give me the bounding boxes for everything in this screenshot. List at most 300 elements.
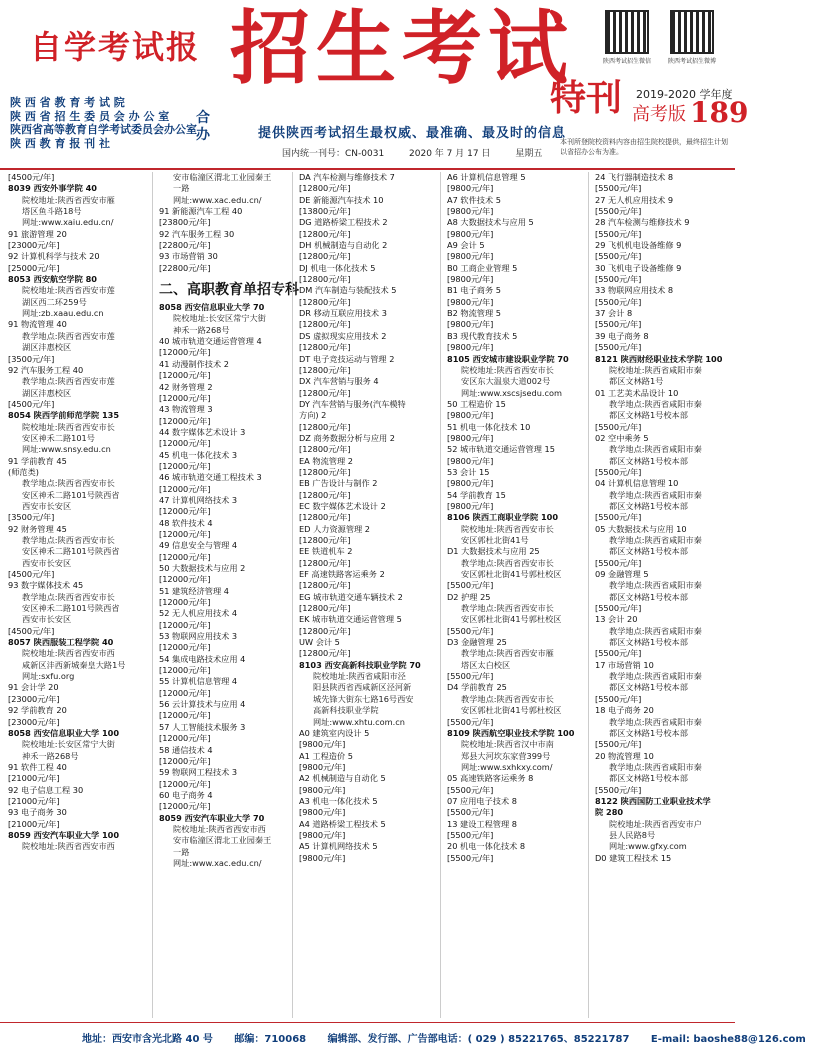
program-line: B2 物流管理 5 <box>447 308 501 319</box>
info-line: 院校地址:陕西省西安市莲 <box>22 285 115 296</box>
program-line: [5500元/年] <box>595 421 642 432</box>
info-line: 咸新区沣西新城秦皇大路1号 <box>22 659 126 670</box>
column-3 <box>292 172 438 1018</box>
program-line: [12800元/年] <box>299 444 351 455</box>
program-line: 59 物联网工程技术 3 <box>159 767 238 778</box>
program-line: A5 计算机网络技术 5 <box>299 841 378 852</box>
info-line: 院校地址:陕西省西安市长 <box>461 523 554 534</box>
program-line: [12800元/年] <box>299 580 351 591</box>
program-line: [21000元/年] <box>8 773 60 784</box>
program-line: A2 机械制造与自动化 5 <box>299 773 386 784</box>
wechat-qr-icon <box>605 10 649 54</box>
column-5 <box>588 172 733 1018</box>
program-line: 44 数字媒体艺术设计 3 <box>159 426 246 437</box>
program-line: 91 物流管理 40 <box>8 319 67 330</box>
program-line: 40 城市轨道交通运营管理 4 <box>159 336 262 347</box>
program-line: 20 物流管理 10 <box>595 750 654 761</box>
program-line: [9800元/年] <box>447 274 494 285</box>
info-line: 安区郭杜北街41号 <box>461 535 529 545</box>
program-line: A6 计算机信息管理 5 <box>447 172 526 182</box>
program-line: EG 城市轨道交通车辆技术 2 <box>299 591 403 602</box>
qr-caption-wechat: 陕西考试招生微信 <box>602 58 651 65</box>
program-line: [12000元/年] <box>159 665 211 676</box>
info-line: 安区神禾二路101号陕西省 <box>22 489 120 500</box>
program-line: 91 新能源汽车工程 40 <box>159 206 243 217</box>
program-line: 24 飞行器制造技术 8 <box>595 172 674 182</box>
program-line: B0 工商企业管理 5 <box>447 262 518 273</box>
info-line: 网址:www.snsy.edu.cn <box>22 444 111 455</box>
info-line: 安区郭杜北街41号郭杜校区 <box>461 569 562 580</box>
program-line: DA 汽车检测与维修技术 7 <box>299 172 395 182</box>
info-line: 网址:www.xscsjsedu.com <box>461 387 563 398</box>
info-line: 教学地点:陕西省咸阳市秦 <box>609 535 702 545</box>
program-line: [5500元/年] <box>595 274 642 285</box>
program-line: [9800元/年] <box>299 761 346 772</box>
program-line: [12000元/年] <box>159 687 211 698</box>
program-line: [12000元/年] <box>159 710 211 721</box>
university-heading: 8054 陕西学前师范学院 135 <box>8 410 120 421</box>
footer-postcode: 邮编：710068 <box>234 1034 307 1045</box>
program-line: [21000元/年] <box>8 818 60 829</box>
masthead <box>0 0 749 170</box>
section-heading: 二、高职教育单招专科 <box>159 282 299 299</box>
info-line: 教学地点:陕西省西安市莲 <box>22 330 115 341</box>
program-line: D4 学前教育 25 <box>447 682 507 693</box>
info-line: 安区神禾二路101号陕西省 <box>22 546 120 557</box>
special-issue-label: 特刊 <box>550 77 623 119</box>
program-line: [4500元/年] <box>8 398 55 409</box>
program-line: [3500元/年] <box>8 353 55 364</box>
program-line: [12000元/年] <box>159 415 211 426</box>
program-line: [12800元/年] <box>299 648 351 659</box>
program-line: 30 飞机电子设备维修 9 <box>595 262 682 273</box>
program-line: 29 飞机机电设备维修 9 <box>595 240 682 251</box>
program-line: [9800元/年] <box>447 319 494 330</box>
info-line: 院校地址:陕西省西安市西 <box>173 823 266 834</box>
program-line: DY 汽车营销与服务(汽车模特 <box>299 398 406 409</box>
university-heading: 8121 陕西财经职业技术学院 100 <box>595 353 723 364</box>
program-line: [23800元/年] <box>159 217 211 228</box>
program-line: 20 机电一体化技术 8 <box>447 841 526 852</box>
program-line: (师范类) <box>8 466 39 477</box>
program-line: 02 空中乘务 5 <box>595 432 649 443</box>
info-line: 网址:zb.xaau.edu.cn <box>22 308 104 319</box>
program-line: [5500元/年] <box>595 183 642 194</box>
program-line: [5500元/年] <box>595 739 642 750</box>
program-line: [5500元/年] <box>447 716 494 727</box>
program-line: 91 学前教育 45 <box>8 455 67 466</box>
university-heading: 8122 陕西国防工业职业技术学 <box>595 795 711 806</box>
organizer-item: 陕 西 省 教 育 考 试 院 <box>10 96 125 109</box>
slogan: 提供陕西考试招生最权威、最准确、最及时的信息 <box>258 126 567 141</box>
university-heading: 8059 西安汽车职业大学 100 <box>8 829 120 840</box>
program-line: UW 会计 5 <box>299 637 340 648</box>
program-line: [9800元/年] <box>447 228 494 239</box>
program-line: D1 大数据技术与应用 25 <box>447 546 540 557</box>
info-line: 网址:www.xac.edu.cn/ <box>173 194 262 205</box>
program-line: [12800元/年] <box>299 296 351 307</box>
program-line: 54 学前教育 15 <box>447 489 506 500</box>
program-line: 49 信息安全与管理 4 <box>159 540 238 551</box>
organizer-list <box>10 96 195 150</box>
program-line: [5500元/年] <box>447 625 494 636</box>
program-line: DH 机械制造与自动化 2 <box>299 240 388 251</box>
program-line: [12800元/年] <box>299 557 351 568</box>
program-line: [22800元/年] <box>159 240 211 251</box>
program-line: [3500元/年] <box>8 512 55 523</box>
info-line: 安区神禾二路101号陕西省 <box>22 603 120 614</box>
program-line: [9800元/年] <box>447 432 494 443</box>
program-line: 方向) 2 <box>299 410 327 421</box>
program-line: [9800元/年] <box>299 852 346 863</box>
program-line: DJ 机电一体化技术 5 <box>299 262 376 273</box>
program-line: [9800元/年] <box>447 500 494 511</box>
university-heading: 8109 陕西航空职业技术学院 100 <box>447 727 575 738</box>
info-line: 阳县陕西省西咸新区泾河新 <box>313 682 412 693</box>
info-line: 院校地址:长安区常宁大街 <box>22 739 115 750</box>
program-line: 01 工艺美术品设计 10 <box>595 387 679 398</box>
info-line: 郑县大河坎东家营399号 <box>461 750 551 761</box>
program-line: [12000元/年] <box>159 460 211 471</box>
program-line: 93 市场营销 30 <box>159 251 218 262</box>
program-line: [12000元/年] <box>159 597 211 608</box>
info-line: 都区文林路1号校本部 <box>609 727 688 738</box>
program-line: [5500元/年] <box>595 512 642 523</box>
university-heading: 8057 陕西服装工程学院 40 <box>8 637 114 648</box>
program-line: [12000元/年] <box>159 392 211 403</box>
info-line: 湖区西二环259号 <box>22 296 87 307</box>
info-line: 湖区沣惠校区 <box>22 387 72 398</box>
info-line: 安市临潼区渭北工业园秦王 <box>173 172 272 182</box>
info-line: 院校地址:陕西省咸阳市泾 <box>313 671 406 682</box>
program-line: A9 会计 5 <box>447 240 485 251</box>
program-line: [12800元/年] <box>299 251 351 262</box>
program-line: B1 电子商务 5 <box>447 285 501 296</box>
info-line: 安区东大温泉大道002号 <box>461 376 551 387</box>
info-line: 西安市长安区 <box>22 557 72 568</box>
program-line: [12800元/年] <box>299 319 351 330</box>
program-line: 13 会计 20 <box>595 614 638 625</box>
issue-date: 2020 年 7 月 17 日 <box>409 149 491 159</box>
program-line: [12800元/年] <box>299 228 351 239</box>
program-line: [12800元/年] <box>299 342 351 353</box>
program-line: [25000元/年] <box>8 262 60 273</box>
program-line: 04 计算机信息管理 10 <box>595 478 679 489</box>
program-line: [9800元/年] <box>447 410 494 421</box>
program-line: 51 建筑经济管理 4 <box>159 585 229 596</box>
program-line: 45 机电一体化技术 3 <box>159 449 238 460</box>
info-line: 网址:www.gfxy.com <box>609 841 687 852</box>
program-line: 92 汽车服务工程 40 <box>8 364 84 375</box>
info-line: 教学地点:陕西省西安市长 <box>461 557 554 568</box>
university-heading: 8105 西安城市建设职业学院 70 <box>447 353 569 364</box>
organizer-item: 陕 西 教 育 报 刊 社 <box>10 136 110 150</box>
info-line: 院校地址:陕西省西安市雁 <box>22 194 115 205</box>
program-line: [4500元/年] <box>8 625 55 636</box>
program-line: 05 高速铁路客运乘务 8 <box>447 773 534 784</box>
info-line: 教学地点:陕西省咸阳市秦 <box>609 444 702 455</box>
info-line: 教学地点:陕西省西安市长 <box>22 478 115 489</box>
program-line: 92 电子信息工程 30 <box>8 784 84 795</box>
program-line: 52 城市轨道交通运营管理 15 <box>447 444 555 455</box>
program-line: [5500元/年] <box>595 342 642 353</box>
program-line: [5500元/年] <box>595 319 642 330</box>
program-line: [12000元/年] <box>159 619 211 630</box>
info-line: 教学地点:陕西省西安市莲 <box>22 376 115 387</box>
program-line: [13800元/年] <box>299 206 351 217</box>
program-line: DZ 商务数据分析与应用 2 <box>299 432 396 443</box>
program-line: [9800元/年] <box>447 251 494 262</box>
info-line: 高新科技职业学院 <box>313 705 379 716</box>
program-line: [9800元/年] <box>447 342 494 353</box>
info-line: 院校地址:陕西省西安市长 <box>461 364 554 375</box>
program-line: [9800元/年] <box>299 807 346 818</box>
program-line: EB 广告设计与制作 2 <box>299 478 378 489</box>
program-line: 93 电子商务 30 <box>8 807 67 818</box>
column-2 <box>152 172 299 1018</box>
program-line: DT 电子竞技运动与管理 2 <box>299 353 395 364</box>
info-line: 城先锋大街东七路16号西安 <box>313 693 414 704</box>
info-line: 都区文林路1号校本部 <box>609 591 688 602</box>
university-heading: 8058 西安信息职业大学 70 <box>159 302 265 313</box>
program-line: 60 电子商务 4 <box>159 789 213 800</box>
info-line: 院校地址:陕西省西安市长 <box>22 421 115 432</box>
program-line: [9800元/年] <box>447 455 494 466</box>
program-line: 27 无人机应用技术 9 <box>595 194 674 205</box>
program-line: [9800元/年] <box>447 183 494 194</box>
info-line: 教学地点:陕西省咸阳市秦 <box>609 398 702 409</box>
program-line: [12800元/年] <box>299 535 351 545</box>
university-heading: 8058 西安信息职业大学 100 <box>8 727 120 738</box>
info-line: 院校地址:陕西省西安市西 <box>22 841 115 852</box>
issue-weekday: 星期五 <box>515 149 543 159</box>
info-line: 教学地点:陕西省西安市长 <box>22 535 115 545</box>
info-line: 网址:www.xhtu.com.cn <box>313 716 405 727</box>
program-line: 28 汽车检测与维修技术 9 <box>595 217 690 228</box>
program-line: [23000元/年] <box>8 240 60 251</box>
program-line: 09 金融管理 5 <box>595 569 649 580</box>
listing-content <box>0 172 735 1018</box>
program-line: [12000元/年] <box>159 801 211 812</box>
program-line: A1 工程造价 5 <box>299 750 353 761</box>
university-heading: 8059 西安汽车职业大学 70 <box>159 812 265 823</box>
program-line: 18 电子商务 20 <box>595 705 654 716</box>
program-line: DE 新能源汽车技术 10 <box>299 194 384 205</box>
program-line: [5500元/年] <box>447 784 494 795</box>
info-line: 神禾一路268号 <box>22 750 79 761</box>
program-line: D0 建筑工程技术 15 <box>595 852 672 863</box>
program-line: 48 软件技术 4 <box>159 517 213 528</box>
program-line: ED 人力资源管理 2 <box>299 523 371 534</box>
footer-address: 地址：西安市含光北路 40 号 <box>82 1034 213 1045</box>
info-line: 一路 <box>173 846 190 857</box>
info-line: 网址:sxfu.org <box>22 671 75 682</box>
program-line: [9800元/年] <box>299 739 346 750</box>
program-line: [12000元/年] <box>159 528 211 539</box>
program-line: [12000元/年] <box>159 574 211 585</box>
program-line: 17 市场营销 10 <box>595 659 654 670</box>
brand-big-title: 招生考试 <box>230 1 574 95</box>
program-line: 42 财务管理 2 <box>159 381 213 392</box>
program-line: [12800元/年] <box>299 274 351 285</box>
info-line: 网址:www.xaiu.edu.cn/ <box>22 217 114 228</box>
info-line: 教学地点:陕西省咸阳市秦 <box>609 671 702 682</box>
program-line: 47 计算机网络技术 3 <box>159 494 238 505</box>
program-line: [5500元/年] <box>595 466 642 477</box>
info-line: 教学地点:陕西省咸阳市秦 <box>609 489 702 500</box>
program-line: [12000元/年] <box>159 755 211 766</box>
info-line: 安区神禾二路101号 <box>22 432 95 443</box>
program-line: A8 大数据技术与应用 5 <box>447 217 534 228</box>
info-line: 安区郭杜北街41号郭杜校区 <box>461 705 562 716</box>
info-line: 都区文林路1号校本部 <box>609 773 688 784</box>
program-line: DG 道路桥梁工程技术 2 <box>299 217 388 228</box>
program-line: 41 动漫制作技术 2 <box>159 358 229 369</box>
university-heading: 8053 西安航空学院 80 <box>8 274 98 285</box>
program-line: [9800元/年] <box>299 829 346 840</box>
program-line: [12800元/年] <box>299 489 351 500</box>
program-line: 05 大数据技术与应用 10 <box>595 523 687 534</box>
program-line: [4500元/年] <box>8 172 55 182</box>
info-line: 院校地址:陕西省西安市西 <box>22 648 115 659</box>
program-line: B3 现代教育技术 5 <box>447 330 518 341</box>
program-line: 52 无人机应用技术 4 <box>159 608 238 619</box>
info-line: 网址:www.xac.edu.cn/ <box>173 857 262 868</box>
info-line: 塔区太白校区 <box>461 659 511 670</box>
info-line: 西安市长安区 <box>22 614 72 625</box>
program-line: [23000元/年] <box>8 693 60 704</box>
program-line: [12800元/年] <box>299 512 351 523</box>
program-line: [12000元/年] <box>159 438 211 449</box>
program-line: [12800元/年] <box>299 466 351 477</box>
program-line: [23000元/年] <box>8 716 60 727</box>
footer-phone: 编辑部、发行部、广告部电话：( 029 ) 85221765、85221787 <box>327 1034 630 1045</box>
program-line: 92 财务管理 45 <box>8 523 67 534</box>
program-line: [5500元/年] <box>595 296 642 307</box>
info-line: 都区文林路1号校本部 <box>609 637 688 648</box>
info-line: 都区文林路1号 <box>609 376 664 387</box>
program-line: [12800元/年] <box>299 387 351 398</box>
program-line: [5500元/年] <box>447 807 494 818</box>
info-line: 都区文林路1号校本部 <box>609 500 688 511</box>
info-line: 教学地点:陕西省西安市长 <box>22 591 115 602</box>
program-line: 91 旅游管理 20 <box>8 228 67 239</box>
program-line: [5500元/年] <box>595 784 642 795</box>
issue-number: 189 <box>690 96 749 129</box>
program-line: 55 计算机信息管理 4 <box>159 676 238 687</box>
program-line: 58 通信技术 4 <box>159 744 213 755</box>
program-line: 43 物流管理 3 <box>159 404 213 415</box>
program-line: [4500元/年] <box>8 569 55 580</box>
program-line: D2 护理 25 <box>447 591 491 602</box>
disclaimer-notice: 本刊所登院校资料内容由招生院校提供，最终招生计划以省招办公布为准。 <box>560 138 728 156</box>
program-line: [5500元/年] <box>595 251 642 262</box>
program-line: [9800元/年] <box>299 784 346 795</box>
university-heading: 院 280 <box>595 807 624 818</box>
issue-meta <box>282 146 564 159</box>
program-line: EA 物流管理 2 <box>299 455 353 466</box>
program-line: 92 学前教育 20 <box>8 705 67 716</box>
program-line: A4 道路桥梁工程技术 5 <box>299 818 386 829</box>
program-line: 46 城市轨道交通工程技术 3 <box>159 472 262 483</box>
info-line: 湖区沣惠校区 <box>22 342 72 353</box>
info-line: 都区文林路1号校本部 <box>609 455 688 466</box>
info-line: 一路 <box>173 183 190 194</box>
program-line: [5500元/年] <box>595 693 642 704</box>
program-line: 91 软件工程 40 <box>8 761 67 772</box>
cn-number: 国内统一刊号：CN-0031 <box>282 149 385 159</box>
brand-small-title: 自学考试报 <box>30 28 201 66</box>
program-line: DM 汽车制造与装配技术 5 <box>299 285 397 296</box>
info-line: 教学地点:陕西省西安市长 <box>461 603 554 614</box>
info-line: 院校地址:陕西省汉中市南 <box>461 739 554 750</box>
program-line: [5500元/年] <box>595 206 642 217</box>
program-line: [12800元/年] <box>299 603 351 614</box>
footer <box>0 1022 806 1049</box>
program-line: DX 汽车营销与服务 4 <box>299 376 379 387</box>
info-line: 塔区鱼斗路18号 <box>22 206 82 217</box>
academic-year: 2019-2020 学年度 <box>636 88 733 101</box>
program-line: 91 会计学 20 <box>8 682 59 693</box>
program-line: 56 云计算技术与应用 4 <box>159 699 246 710</box>
program-line: [5500元/年] <box>447 829 494 840</box>
program-line: DS 虚拟现实应用技术 2 <box>299 330 387 341</box>
program-line: [12000元/年] <box>159 642 211 653</box>
organizer-item: 陕 西 省 招 生 委 员 会 办 公 室 <box>10 109 170 123</box>
info-line: 教学地点:陕西省咸阳市秦 <box>609 625 702 636</box>
program-line: EF 高速铁路客运乘务 2 <box>299 569 385 580</box>
info-line: 都区文林路1号校本部 <box>609 410 688 421</box>
organizer-item: 陕西省高等教育自学考试委员会办公室 <box>10 123 197 136</box>
program-line: 37 会计 8 <box>595 308 633 319</box>
info-line: 院校地址:陕西省咸阳市秦 <box>609 364 702 375</box>
university-heading: 8106 陕西工商职业学院 100 <box>447 512 559 523</box>
info-line: 都区文林路1号校本部 <box>609 682 688 693</box>
program-line: [9800元/年] <box>447 206 494 217</box>
info-line: 院校地址:陕西省西安市户 <box>609 818 702 829</box>
program-line: [12800元/年] <box>299 183 351 194</box>
info-line: 院校地址:长安区常宁大街 <box>173 313 266 324</box>
info-line: 都区文林路1号校本部 <box>609 546 688 557</box>
info-line: 网址:www.sxhkxy.com/ <box>461 761 553 772</box>
program-line: 39 电子商务 8 <box>595 330 649 341</box>
info-line: 教学地点:陕西省咸阳市秦 <box>609 716 702 727</box>
program-line: [5500元/年] <box>447 852 494 863</box>
program-line: [12800元/年] <box>299 364 351 375</box>
program-line: 93 数字媒体技术 45 <box>8 580 84 591</box>
program-line: 50 工程造价 15 <box>447 398 506 409</box>
program-line: EC 数字媒体艺术设计 2 <box>299 500 386 511</box>
program-line: [12000元/年] <box>159 347 211 358</box>
program-line: [5500元/年] <box>595 557 642 568</box>
program-line: [5500元/年] <box>595 648 642 659</box>
program-line: [12000元/年] <box>159 370 211 381</box>
program-line: 57 人工智能技术服务 3 <box>159 721 246 732</box>
info-line: 教学地点:陕西省西安市长 <box>461 693 554 704</box>
column-1 <box>8 172 150 1018</box>
program-line: [12800元/年] <box>299 625 351 636</box>
program-line: 33 物联网应用技术 8 <box>595 285 674 296</box>
joint-sponsor-label: 合办 <box>196 110 210 143</box>
program-line: [5500元/年] <box>595 228 642 239</box>
program-line: EK 城市轨道交通运营管理 5 <box>299 614 402 625</box>
program-line: A7 软件技术 5 <box>447 194 501 205</box>
info-line: 安区郭杜北街41号郭杜校区 <box>461 614 562 625</box>
program-line: 50 大数据技术与应用 2 <box>159 563 246 573</box>
program-line: 54 集成电路技术应用 4 <box>159 653 246 664</box>
info-line: 安市临潼区渭北工业园秦王 <box>173 835 272 846</box>
program-line: [21000元/年] <box>8 795 60 806</box>
